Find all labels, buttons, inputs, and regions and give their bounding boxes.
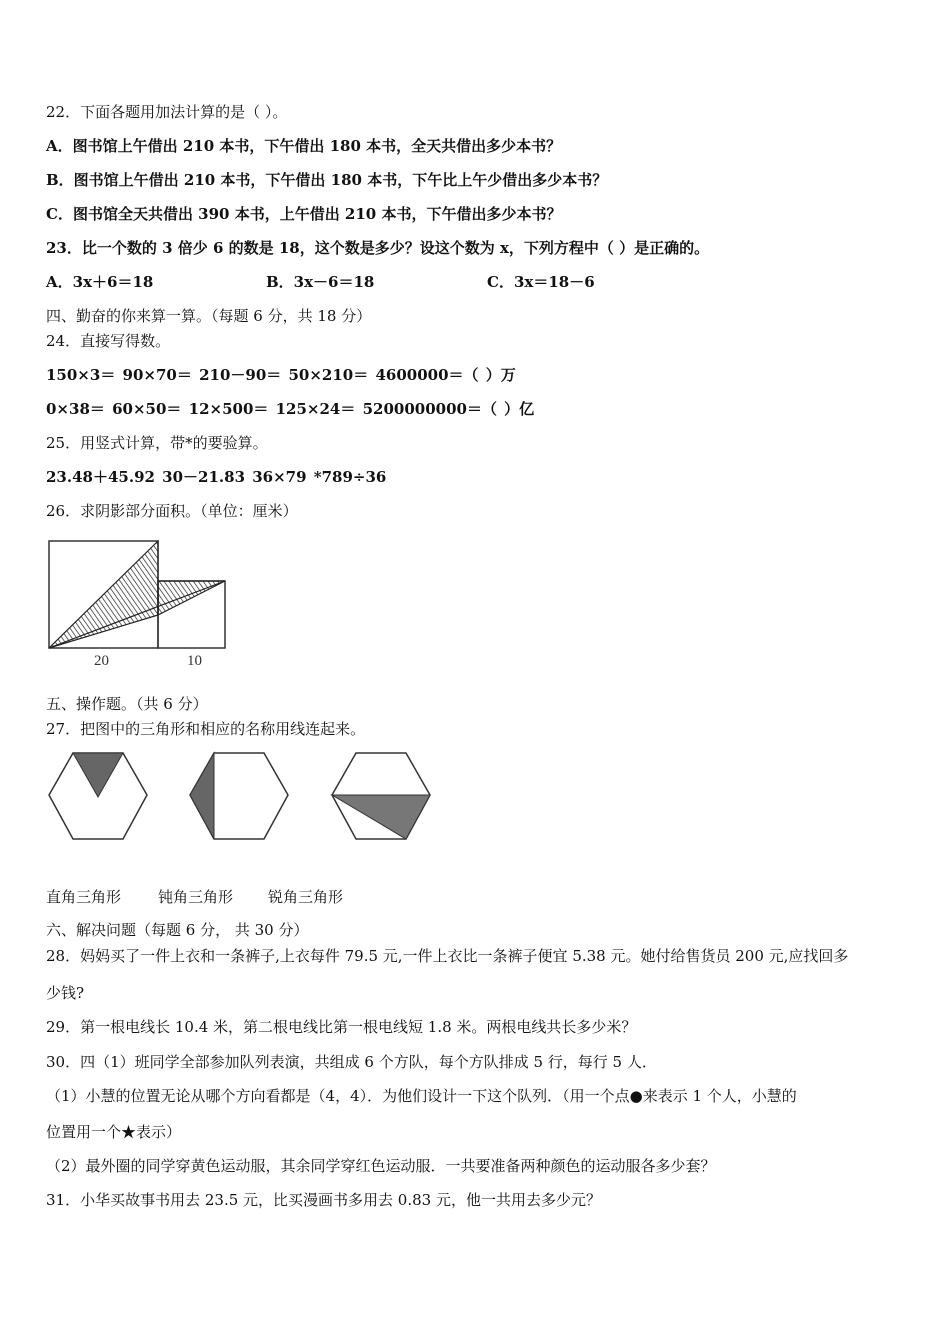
q24-row-1: 150×3＝ 90×70＝ 210－90＝ 50×210＝ 4600000＝（ ）万 bbox=[46, 366, 516, 384]
q30-part-2: （2）最外圈的同学穿黄色运动服，其余同学穿红色运动服．一共要准备两种颜色的运动服各多少套？ bbox=[46, 1157, 716, 1175]
shaded-triangle-3 bbox=[332, 795, 430, 839]
q27-stem: 27．把图中的三角形和相应的名称用线连起来。 bbox=[46, 720, 366, 738]
q22-option-c: C．图书馆全天共借出 390 本书，上午借出 210 本书，下午借出多少本书？ bbox=[46, 205, 562, 223]
q28-line-1: 28．妈妈买了一件上衣和一条裤子,上衣每件 79.5 元,一件上衣比一条裤子便宜 5.38 元。她付给售货员 200 元,应找回多 bbox=[46, 947, 849, 965]
section-6-heading: 六、解决问题（每题 6 分， 共 30 分） bbox=[46, 921, 309, 939]
triangle-name-obtuse: 钝角三角形 bbox=[158, 888, 234, 906]
hexagon-figure-1 bbox=[45, 749, 151, 845]
q30-stem: 30．四（1）班同学全部参加队列表演，共组成 6 个方队，每个方队排成 5 行，每行 5 人． bbox=[46, 1053, 657, 1071]
q23-option-b: B．3x－6＝18 bbox=[266, 273, 375, 291]
q22-stem: 22．下面各题用加法计算的是（ ）。 bbox=[46, 103, 288, 121]
q22-option-a: A．图书馆上午借出 210 本书，下午借出 180 本书，全天共借出多少本书？ bbox=[46, 137, 562, 155]
label-20: 20 bbox=[94, 653, 109, 669]
section-4-heading: 四、勤奋的你来算一算。（每题 6 分，共 18 分） bbox=[46, 307, 372, 325]
q23-option-c: C．3x＝18－6 bbox=[487, 273, 595, 291]
q29: 29．第一根电线长 10.4 米，第二根电线比第一根电线短 1.8 米。两根电线共长多少米？ bbox=[46, 1018, 637, 1036]
q30-part-1-line-1: （1）小慧的位置无论从哪个方向看都是（4，4）．为他们设计一下这个队列．（用一个点●来表示 1 个人，小慧的 bbox=[46, 1087, 797, 1105]
q31: 31．小华买故事书用去 23.5 元，比买漫画书多用去 0.83 元，他一共用去多少元？ bbox=[46, 1191, 601, 1209]
q24-stem: 24．直接写得数。 bbox=[46, 332, 171, 350]
shaded-triangle-right bbox=[158, 581, 225, 615]
triangle-name-right: 直角三角形 bbox=[46, 888, 122, 906]
q28-line-2: 少钱? bbox=[46, 984, 85, 1002]
shaded-triangle-1 bbox=[73, 753, 123, 797]
q22-option-b: B．图书馆上午借出 210 本书，下午借出 180 本书，下午比上午少借出多少本书？ bbox=[46, 171, 608, 189]
section-5-heading: 五、操作题。（共 6 分） bbox=[46, 695, 208, 713]
label-10: 10 bbox=[187, 653, 202, 669]
q23-stem: 23．比一个数的 3 倍少 6 的数是 18，这个数是多少？设这个数为 x，下列方程中（ ）是正确的。 bbox=[46, 239, 710, 257]
triangle-name-acute: 锐角三角形 bbox=[268, 888, 344, 906]
q24-row-2: 0×38＝ 60×50＝ 12×500＝ 125×24＝ 5200000000＝（ ）亿 bbox=[46, 400, 535, 418]
shaded-triangle-left bbox=[49, 541, 158, 648]
hexagon-figure-3 bbox=[328, 749, 434, 845]
q23-option-a: A．3x＋6＝18 bbox=[46, 273, 154, 291]
q25-stem: 25．用竖式计算，带*的要验算。 bbox=[46, 434, 268, 452]
q30-part-1-line-2: 位置用一个★表示） bbox=[46, 1123, 182, 1141]
q25-row: 23.48＋45.92 30－21.83 36×79 *789÷36 bbox=[46, 468, 387, 486]
q26-stem: 26．求阴影部分面积。（单位：厘米） bbox=[46, 502, 298, 520]
q26-shaded-area-figure bbox=[44, 536, 244, 671]
hexagon-figure-2 bbox=[186, 749, 292, 845]
shaded-triangle-2 bbox=[190, 753, 214, 839]
